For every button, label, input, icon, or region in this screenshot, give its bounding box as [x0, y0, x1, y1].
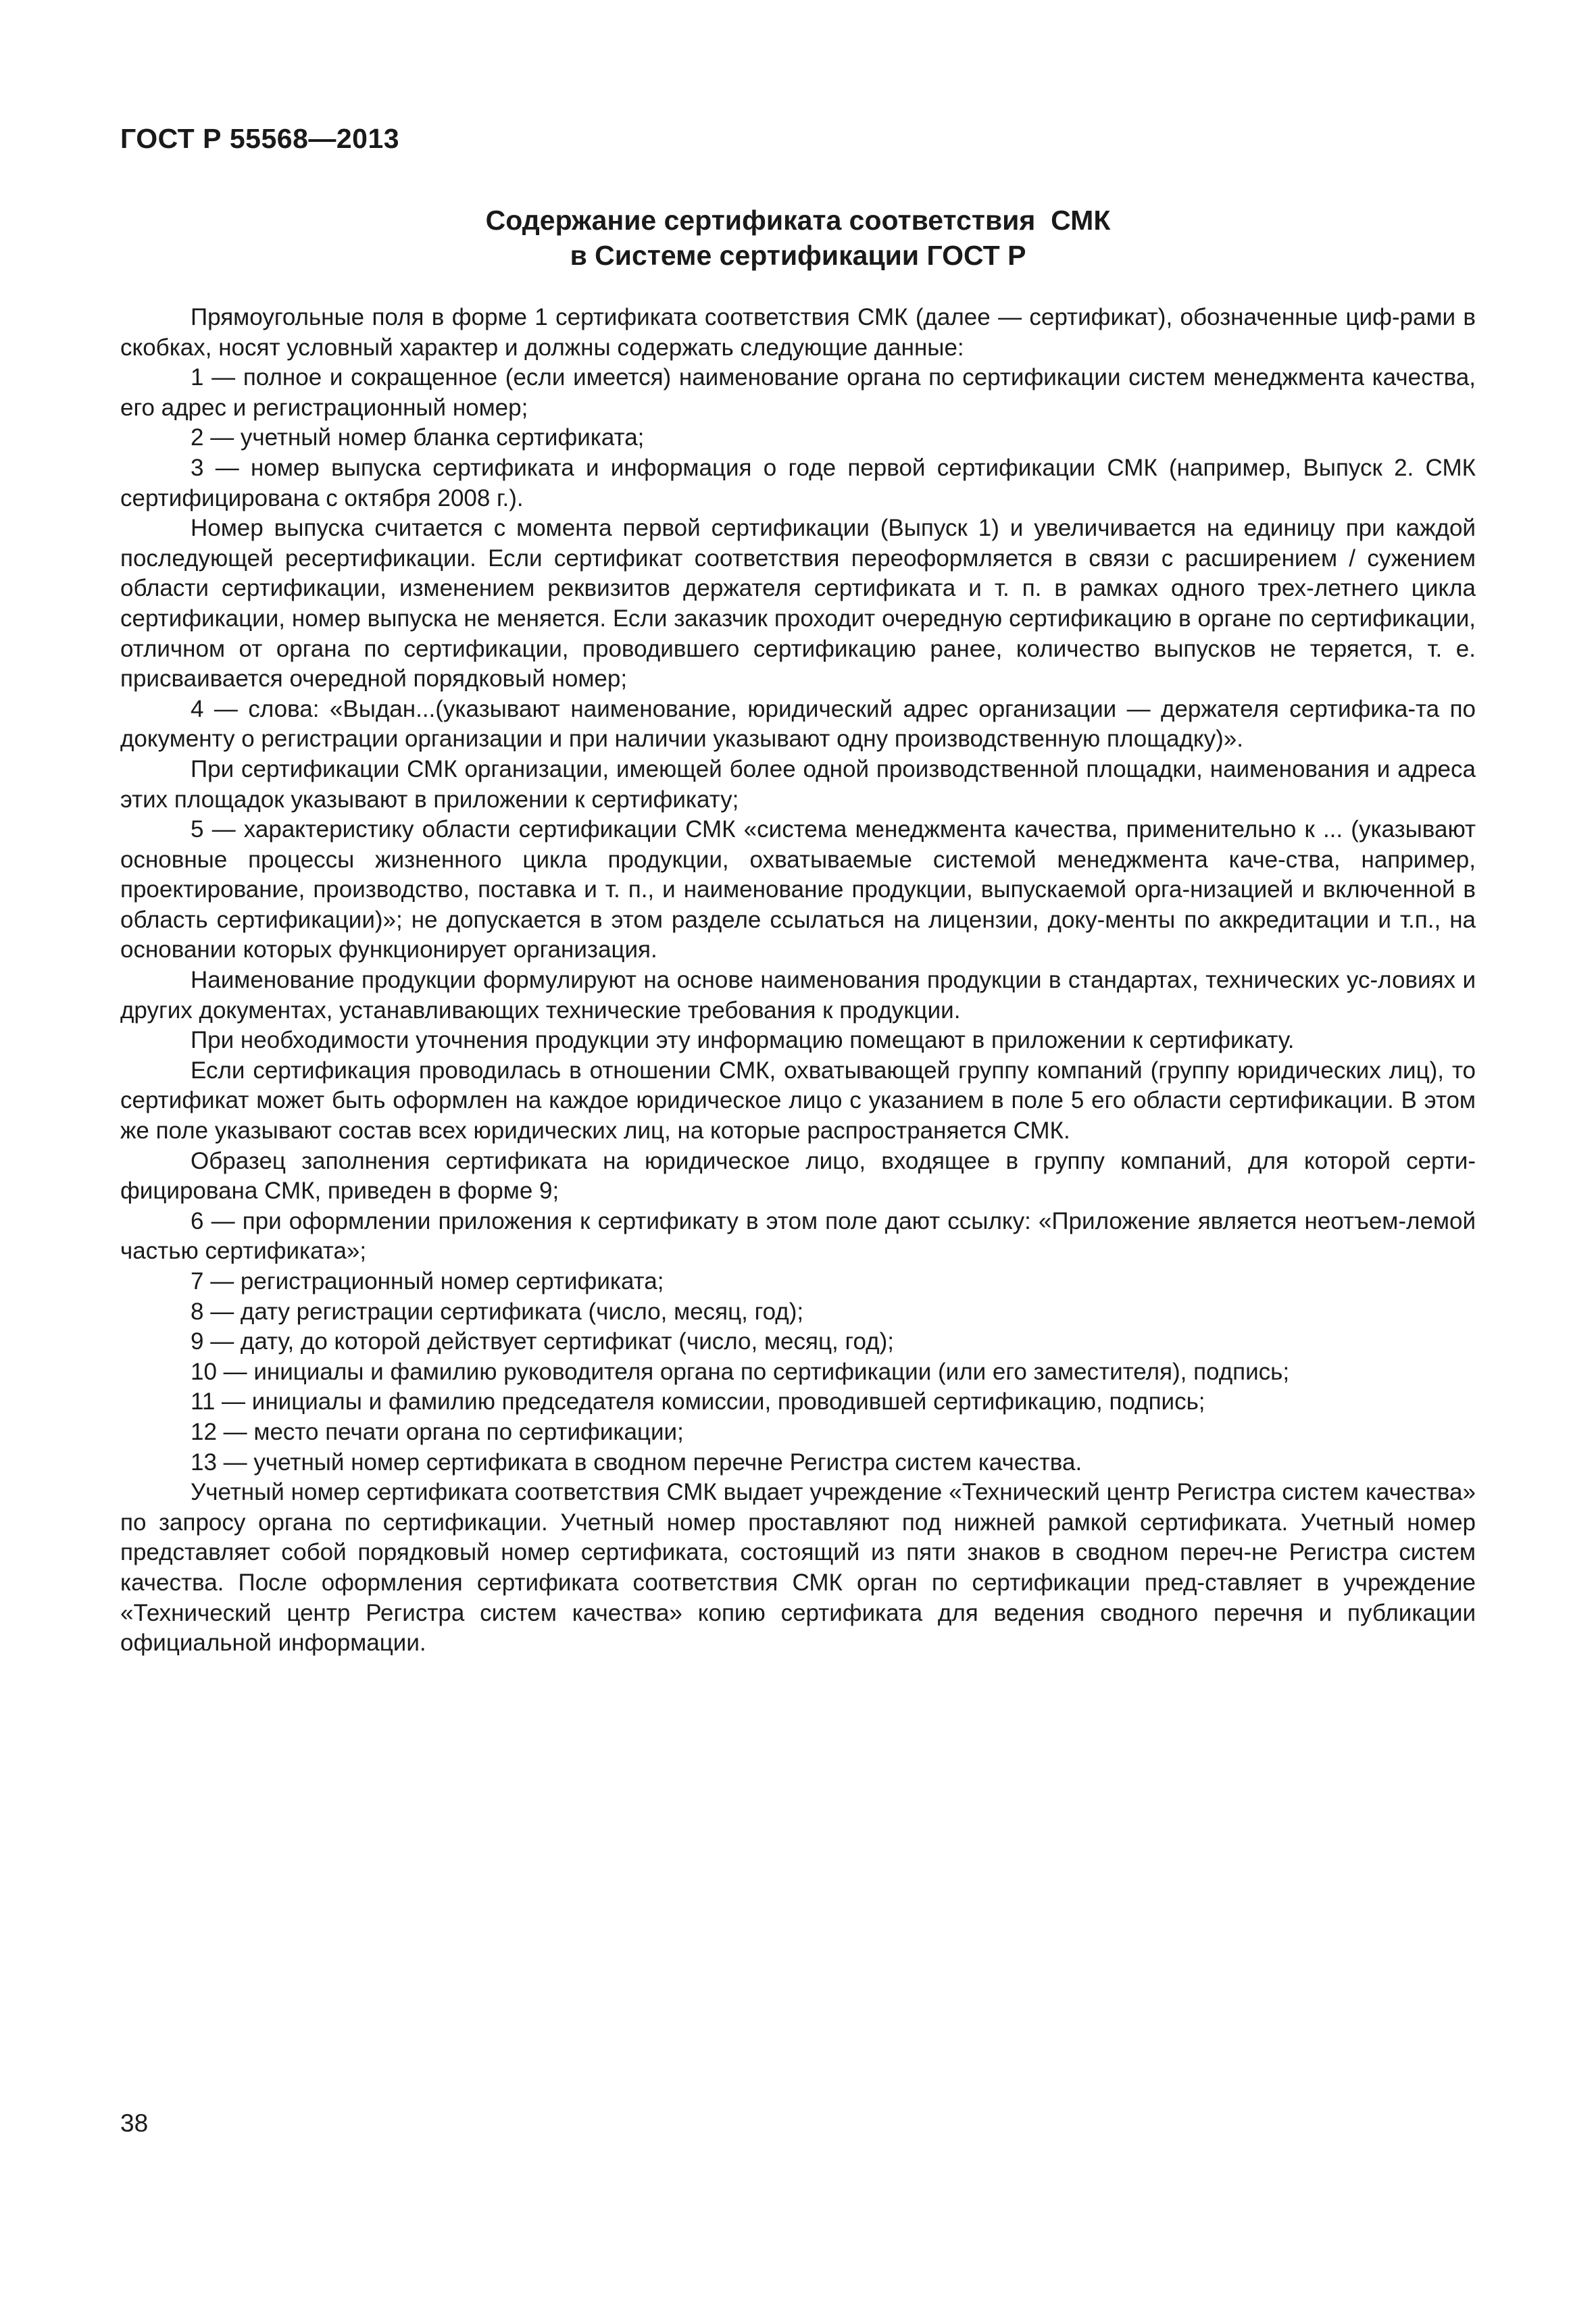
paragraph-field-10: 10 — инициалы и фамилию руководителя органа по сертификации (или его заместителя), подпись; — [191, 1358, 1290, 1385]
paragraph-field-8: 8 — дату регистрации сертификата (число, месяц, год); — [191, 1298, 804, 1325]
paragraph-field-6: 6 — при оформлении приложения к сертификату в этом поле дают ссылку: «Приложение является неотъем-лемой частью сертификата»; — [120, 1207, 1476, 1265]
paragraph-group-companies: Если сертификация проводилась в отношении СМК, охватывающей группу компаний (группу юридических лиц), то сертификат может быть оформлен на каждое юридическое лицо с указанием в поле 5 его области сертификации. В этом же поле указывают состав всех юридических лиц, на которые распространяется СМК. — [120, 1057, 1476, 1145]
section-title — [120, 203, 1476, 273]
paragraph-field-3: 3 — номер выпуска сертификата и информация о годе первой сертификации СМК (например, Выпуск 2. СМК сертифицирована с октября 2008 г.). — [120, 454, 1476, 511]
paragraph-issue-number: Номер выпуска считается с момента первой сертификации (Выпуск 1) и увеличивается на единицу при каждой последующей ресертификации. Если сертификат соответствия переоформляется в связи с расширением / сужением области сертификации, изменением реквизитов держателя сертификата и т. п. в рамках одного трех-летнего цикла сертификации, номер выпуска не меняется. Если заказчик проходит очередную сертификацию в органе по сертификации, отличном от органа по сертификации, проводившего сертификацию ранее, количество выпусков не теряется, т. е. присваивается очередной порядковый номер; — [120, 515, 1476, 693]
paragraph-field-2: 2 — учетный номер бланка сертификата; — [191, 424, 645, 451]
standard-number: ГОСТ Р 55568—2013 — [120, 123, 400, 154]
paragraph-field-9: 9 — дату, до которой действует сертификат (число, месяц, год); — [191, 1328, 894, 1355]
document-body — [120, 303, 1476, 1659]
page-number: 38 — [120, 2109, 149, 2137]
paragraph-sample-form: Образец заполнения сертификата на юридическое лицо, входящее в группу компаний, для которой серти-фицирована СМК, приведен в форме 9; — [120, 1147, 1476, 1205]
paragraph-product-appendix: При необходимости уточнения продукции эту информацию помещают в приложении к сертификату. — [191, 1027, 1295, 1054]
paragraph-multiple-sites: При сертификации СМК организации, имеющей более одной производственной площадки, наименования и адреса этих площадок указывают в приложении к сертификату; — [120, 755, 1476, 813]
paragraph-field-11: 11 — инициалы и фамилию председателя комиссии, проводившей сертификацию, подпись; — [191, 1388, 1205, 1415]
paragraph-registry-number: Учетный номер сертификата соответствия СМК выдает учреждение «Технический центр Регистра систем качества» по запросу органа по сертификации. Учетный номер проставляют под нижней рамкой сертификата. Учетный номер представляет собой порядковый номер сертификата, состоящий из пяти знаков в сводном переч-не Регистра систем качества. После оформления сертификата соответствия СМК орган по сертификации пред-ставляет в учреждение «Технический центр Регистра систем качества» копию сертификата для ведения сводного перечня и публикации официальной информации. — [120, 1479, 1476, 1657]
paragraph-field-5: 5 — характеристику области сертификации СМК «система менеджмента качества, применительно к ... (указывают основные процессы жизненного цикла продукции, охватываемые системой менеджмента каче-ства, например, проектирование, производство, поставка и т. п., и наименование продукции, выпускаемой орга-низацией и включенной в область сертификации)»; не допускается в этом разделе ссылаться на лицензии, доку-менты по аккредитации и т.п., на основании которых функционирует организация. — [120, 816, 1476, 963]
section-title-line-2: в Системе сертификации ГОСТ Р — [570, 240, 1026, 271]
paragraph-field-1: 1 — полное и сокращенное (если имеется) наименование органа по сертификации систем менеджмента качества, его адрес и регистрационный номер; — [120, 364, 1476, 421]
section-title-line-1: Содержание сертификата соответствия СМК — [485, 205, 1111, 236]
paragraph-product-naming: Наименование продукции формулируют на основе наименования продукции в стандартах, технических ус-ловиях и других документах, устанавливающих технические требования к продукции. — [120, 967, 1476, 1024]
paragraph-field-7: 7 — регистрационный номер сертификата; — [191, 1268, 664, 1294]
paragraph-intro: Прямоугольные поля в форме 1 сертификата соответствия СМК (далее — сертификат), обозначенные циф-рами в скобках, носят условный характер и должны содержать следующие данные: — [120, 304, 1476, 361]
paragraph-field-4: 4 — слова: «Выдан...(указывают наименование, юридический адрес организации — держателя сертифика-та по документу о регистрации организации и при наличии указывают одну производственную площадку)». — [120, 695, 1476, 753]
paragraph-field-13: 13 — учетный номер сертификата в сводном перечне Регистра систем качества. — [191, 1449, 1082, 1476]
paragraph-field-12: 12 — место печати органа по сертификации; — [191, 1418, 684, 1445]
